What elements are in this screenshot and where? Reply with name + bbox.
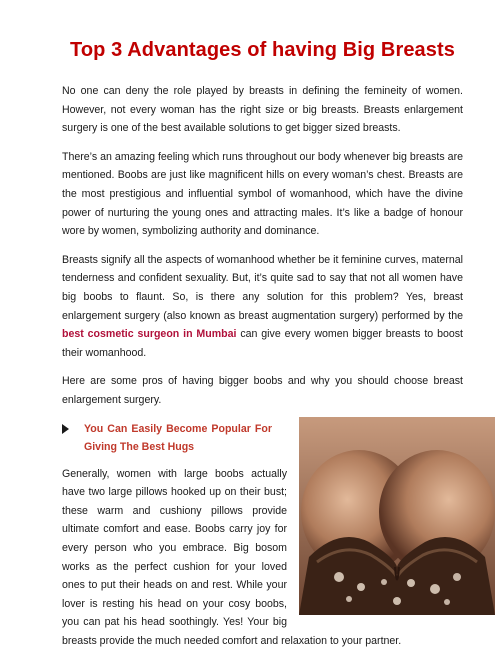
paragraph-womanhood [62, 251, 463, 363]
paragraph-pros-intro: Here are some pros of having bigger boobs and why you should choose breast enlargement surgery. [62, 375, 463, 406]
paragraph-intro: No one can deny the role played by breasts in defining the femineity of women. However, not every woman has the right size or big breasts. Breasts enlargement surgery is one of the best available solutions to get bigger sized breasts. [62, 85, 463, 135]
cosmetic-surgeon-link[interactable]: best cosmetic surgeon in Mumbai [62, 328, 237, 341]
paragraph-feeling: There’s an amazing feeling which runs throughout our body whenever big breasts are mentioned. Boobs are just like magnificent hills on every woman’s chest. Breasts are the most prestigious and influential symbol of womanhood, which have the divine power of nurturing the young ones and attracting males. It’s like a badge of honour wore by women, symbolizing authority and dominance. [62, 150, 463, 238]
paragraph-hugs: Generally, women with large boobs actually have two large pillows hooked up on their bust; these warm and cushiony pillows provide ultimate comfort and ease. Boobs carry joy for every person who you embrace. Big bosom works as the perfect cushion for your loved ones to put their heads on and rest. While your lover is resting his head on your cosy boobs, you can pat his head soothingly. Yes! Your big breasts provide the much needed comfort and relaxation to your partner. [62, 467, 402, 648]
bust-photo [299, 417, 495, 615]
arrow-bullet-icon [62, 424, 69, 434]
bust-photo-illustration [299, 417, 495, 615]
page-title: Top 3 Advantages of having Big Breasts [70, 39, 455, 61]
paragraph-womanhood-text-before: Breasts signify all the aspects of womanhood whether be it feminine curves, maternal tenderness and confident sexuality. But, it’s quite sad to say that not all women have big boobs to flaunt. So, is there any solution for this problem? Yes, breast enlargement surgery (also known as breast augmentation surgery) performed by the [62, 253, 463, 322]
bullet-heading-text: You Can Easily Become Popular For Giving The Best Hugs [84, 422, 272, 454]
paragraph-womanhood-text-after: can give every women bigger breasts to boost their womanhood. [62, 328, 463, 359]
bullet-heading [62, 420, 272, 457]
content-with-image [62, 465, 463, 651]
